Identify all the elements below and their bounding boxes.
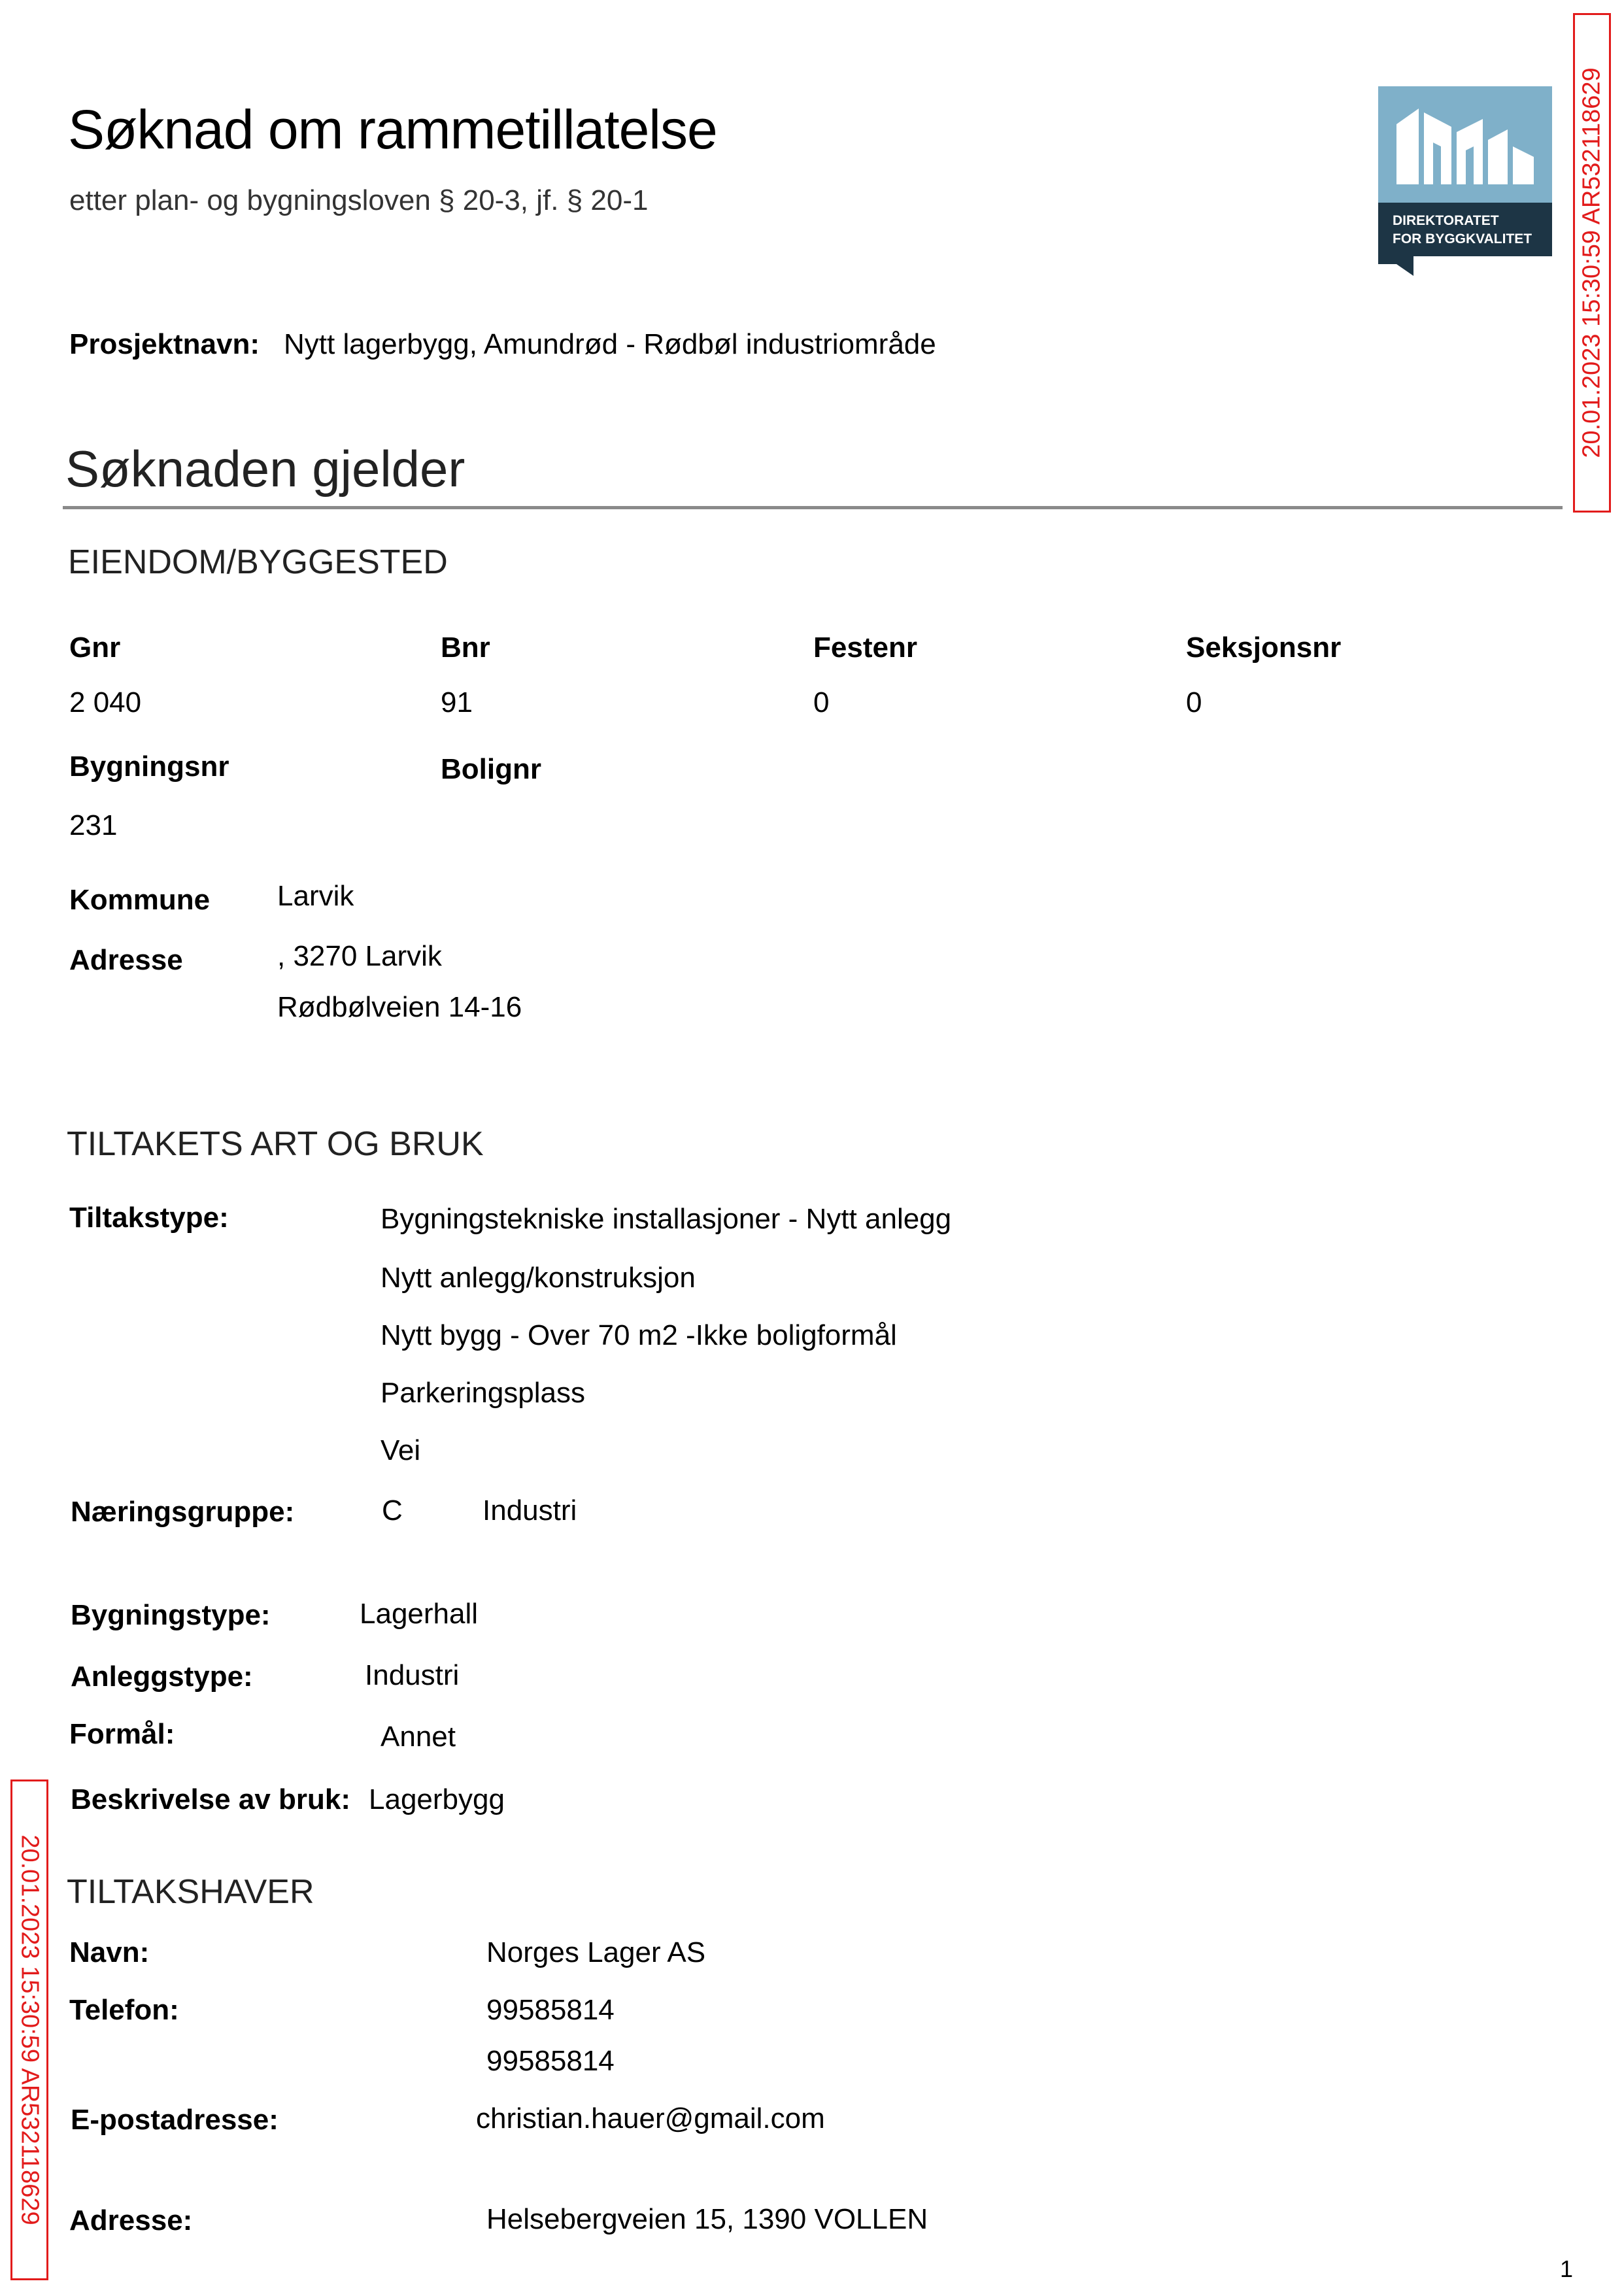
purpose-label: Formål: bbox=[69, 1718, 175, 1750]
festenr-value: 0 bbox=[813, 686, 830, 718]
building-type-value: Lagerhall bbox=[360, 1598, 479, 1630]
measure-type-item: Nytt bygg - Over 70 m2 -Ikke boligformål bbox=[381, 1319, 897, 1351]
kommune-label: Kommune bbox=[69, 884, 211, 916]
applicant-address-value: Helsebergveien 15, 1390 VOLLEN bbox=[486, 2203, 928, 2235]
document-subtitle: etter plan- og bygningsloven § 20-3, jf. § 20-1 bbox=[69, 184, 649, 216]
facility-type-label: Anleggstype: bbox=[71, 1661, 253, 1693]
timestamp-stamp-right bbox=[1573, 13, 1611, 513]
dibk-logo bbox=[1378, 86, 1552, 276]
applicant-address-label: Adresse: bbox=[69, 2204, 193, 2236]
measure-type-item: Bygningstekniske installasjoner - Nytt anlegg bbox=[381, 1203, 952, 1235]
applicant-email-label: E-postadresse: bbox=[71, 2104, 279, 2136]
seksjonsnr-label: Seksjonsnr bbox=[1186, 632, 1342, 664]
bnr-label: Bnr bbox=[441, 632, 490, 664]
gnr-value: 2 040 bbox=[69, 686, 142, 718]
applicant-phone-value: 99585814 bbox=[486, 1994, 615, 2026]
festenr-label: Festenr bbox=[813, 632, 917, 664]
applicant-heading: TILTAKSHAVER bbox=[67, 1873, 314, 1911]
project-label: Prosjektnavn: bbox=[69, 328, 260, 360]
stamp-text: 20.01.2023 15:30:59 AR532118629 bbox=[16, 1834, 44, 2225]
stamp-text: 20.01.2023 15:30:59 AR532118629 bbox=[1578, 67, 1606, 458]
purpose-value: Annet bbox=[381, 1721, 456, 1753]
bnr-value: 91 bbox=[441, 686, 473, 718]
seksjonsnr-value: 0 bbox=[1186, 686, 1202, 718]
adresse-label: Adresse bbox=[69, 944, 183, 976]
industry-name: Industri bbox=[482, 1494, 577, 1527]
timestamp-stamp-left bbox=[10, 1780, 48, 2280]
industry-label: Næringsgruppe: bbox=[71, 1496, 295, 1528]
bygningsnr-value: 231 bbox=[69, 809, 118, 841]
document-title: Søknad om rammetillatelse bbox=[68, 99, 717, 160]
applicant-phone-label: Telefon: bbox=[69, 1994, 179, 2026]
building-type-label: Bygningstype: bbox=[71, 1599, 271, 1631]
usage-label: Beskrivelse av bruk: bbox=[71, 1783, 351, 1815]
property-heading: EIENDOM/BYGGESTED bbox=[68, 543, 448, 581]
project-name: Nytt lagerbygg, Amundrød - Rødbøl industriområde bbox=[284, 328, 936, 360]
kommune-value: Larvik bbox=[277, 880, 354, 912]
measure-type-item: Parkeringsplass bbox=[381, 1377, 586, 1409]
logo-text-line2: FOR BYGGKVALITET bbox=[1393, 231, 1532, 246]
applicant-name-label: Navn: bbox=[69, 1936, 150, 1968]
facility-type-value: Industri bbox=[365, 1659, 460, 1691]
applicant-name-value: Norges Lager AS bbox=[486, 1936, 706, 1968]
adresse-line1: , 3270 Larvik bbox=[277, 940, 442, 972]
gnr-label: Gnr bbox=[69, 632, 121, 664]
applicant-email-value: christian.hauer@gmail.com bbox=[476, 2102, 825, 2134]
page-number: 1 bbox=[1560, 2255, 1574, 2282]
applicant-phone-value: 99585814 bbox=[486, 2045, 615, 2077]
section-title: Søknaden gjelder bbox=[65, 440, 465, 498]
adresse-line2: Rødbølveien 14-16 bbox=[277, 991, 522, 1023]
measure-type-label: Tiltakstype: bbox=[69, 1202, 229, 1234]
measure-heading: TILTAKETS ART OG BRUK bbox=[67, 1125, 484, 1163]
measure-type-item: Nytt anlegg/konstruksjon bbox=[381, 1262, 696, 1294]
bolignr-label: Bolignr bbox=[441, 753, 541, 785]
measure-type-item: Vei bbox=[381, 1434, 421, 1466]
logo-text-line1: DIREKTORATET bbox=[1393, 213, 1499, 228]
section-divider bbox=[63, 506, 1563, 509]
usage-value: Lagerbygg bbox=[369, 1783, 505, 1815]
bygningsnr-label: Bygningsnr bbox=[69, 751, 229, 783]
industry-code: C bbox=[382, 1494, 403, 1527]
